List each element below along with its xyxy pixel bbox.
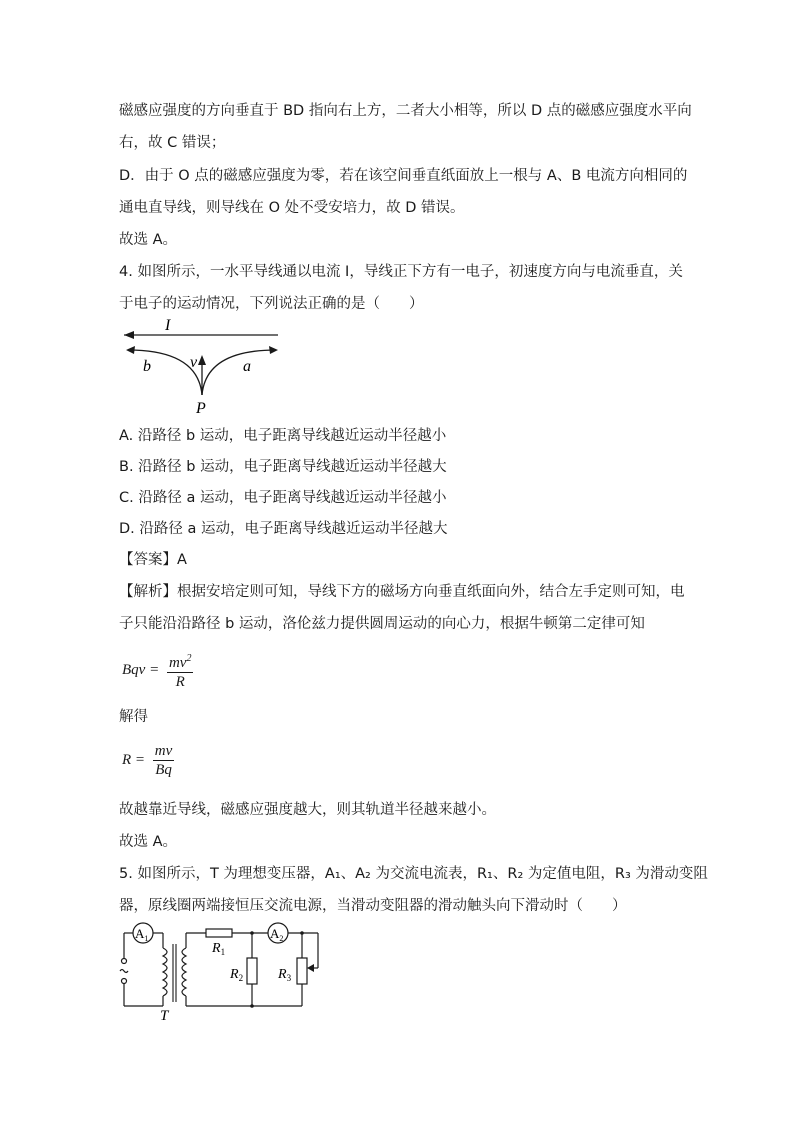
- text-line: 【答案】A: [119, 552, 187, 568]
- formula-lhs: R =: [122, 751, 146, 768]
- transformer-core: [173, 944, 176, 1002]
- text-line: 解得: [119, 709, 148, 725]
- secondary-circuit: [182, 923, 318, 1006]
- figure-transformer-circuit: [118, 918, 338, 1023]
- label-r3: $R_3$: [278, 967, 292, 983]
- path-b-arrow-icon: [126, 346, 135, 354]
- path-a-arrow-icon: [269, 346, 278, 354]
- label-v: v: [190, 354, 198, 371]
- denominator: Bq: [155, 762, 172, 778]
- slider-arrow-icon: [307, 964, 314, 972]
- resistor-r1: [206, 929, 232, 937]
- fraction: [167, 650, 194, 691]
- text-line: 故越靠近导线，磁感应强度越大，则其轨道半径越来越小。: [119, 802, 496, 818]
- resistor-r2: [247, 958, 257, 984]
- numerator: mv: [154, 743, 173, 759]
- label-a: a: [243, 358, 251, 375]
- numerator: $mv^2$: [167, 650, 194, 673]
- text-line: 于电子的运动情况，下列说法正确的是（ ）: [119, 296, 424, 312]
- formula-lorentz: [122, 650, 193, 691]
- label-a2: $A_2$: [270, 926, 284, 943]
- text-line: 子只能沿沿路径 b 运动，洛伦兹力提供圆周运动的向心力，根据牛顿第二定律可知: [119, 616, 645, 632]
- label-p: P: [196, 400, 206, 417]
- label-t: T: [160, 1008, 169, 1023]
- text-line: D. 沿路径 a 运动，电子距离导线越近运动半径越大: [119, 521, 448, 537]
- resistor-r3: [297, 958, 307, 984]
- label-a1: $A_1$: [135, 926, 149, 943]
- text-line: 【解析】根据安培定则可知，导线下方的磁场方向垂直纸面向外，结合左手定则可知，电: [119, 584, 685, 600]
- text-line: 5. 如图所示，T 为理想变压器，A₁、A₂ 为交流电流表，R₁、R₂ 为定值电阻，R₃ 为滑动变阻: [119, 866, 708, 882]
- text-line: C. 沿路径 a 运动，电子距离导线越近运动半径越小: [119, 490, 447, 506]
- label-r2: $R_2$: [230, 967, 244, 983]
- primary-coil: [163, 948, 167, 996]
- text-line: 故选 A。: [119, 834, 178, 850]
- text-line: 右，故 C 错误；: [119, 135, 226, 151]
- fraction: [153, 742, 175, 779]
- formula-lhs: Bqv =: [122, 661, 160, 678]
- label-r1: $R_1$: [212, 941, 226, 957]
- ac-source-icon: [120, 970, 128, 973]
- path-a: [202, 350, 276, 395]
- label-b: b: [143, 358, 151, 375]
- text-line: A. 沿路径 b 运动，电子距离导线越近运动半径越小: [119, 428, 447, 444]
- text-line: 通电直导线，则导线在 O 处不受安培力，故 D 错误。: [119, 200, 465, 216]
- text-line: D．由于 O 点的磁感应强度为零，若在该空间垂直纸面放上一根与 A、B 电流方向相同的: [119, 168, 688, 184]
- formula-radius: [122, 742, 174, 779]
- text-line: B. 沿路径 b 运动，电子距离导线越近运动半径越大: [119, 459, 447, 475]
- velocity-arrow-icon: [198, 355, 206, 365]
- text-line: 4. 如图所示，一水平导线通以电流 I，导线正下方有一电子，初速度方向与电流垂直，关: [119, 264, 683, 280]
- text-line: 故选 A。: [119, 232, 178, 248]
- denominator: R: [175, 674, 185, 690]
- secondary-coil: [182, 948, 186, 996]
- wire-arrow-icon: [124, 331, 134, 339]
- figure-wire-electron: [118, 315, 288, 420]
- text-line: 器，原线圈两端接恒压交流电源，当滑动变阻器的滑动触头向下滑动时（ ）: [119, 898, 627, 914]
- text-line: 磁感应强度的方向垂直于 BD 指向右上方，二者大小相等，所以 D 点的磁感应强度水平向: [119, 103, 692, 119]
- current-label: I: [165, 317, 171, 334]
